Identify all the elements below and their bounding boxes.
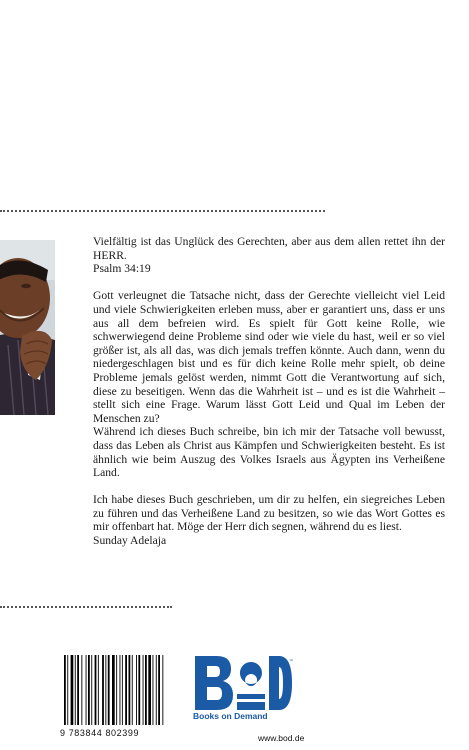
epigraph-reference: Psalm 34:19 bbox=[93, 262, 151, 276]
back-cover-text bbox=[93, 235, 445, 548]
paragraph-gap bbox=[93, 480, 445, 494]
bod-tagline: Books on Demand bbox=[193, 711, 268, 721]
dotted-rule-bottom bbox=[0, 606, 172, 608]
author-photo bbox=[0, 240, 55, 415]
barcode-graphic bbox=[63, 655, 175, 725]
isbn-number: 9 783844 802399 bbox=[60, 728, 140, 738]
svg-text:™: ™ bbox=[289, 658, 293, 663]
paragraph-gap bbox=[93, 276, 445, 290]
publisher-url: www.bod.de bbox=[258, 733, 305, 743]
bod-logo bbox=[193, 654, 293, 712]
body-paragraph-1: Gott verleugnet die Tatsache nicht, dass der Gerechte vielleicht viel Leid und viele Schwierigkeiten erleben muss, aber er garantiert uns, dass er uns aus all dem befreien wird. Es spielt für Gott keine Rolle, wie schwerwiegend deine Probleme sind oder wie viele du hast, weil er so viel größer ist, als all das, was dich jemals treffen könnte. Auch dann, wenn du niedergeschlagen bist und es für dich keine Rolle mehr spielt, ob deine Probleme jemals gelöst werden, nimmt Gott die Verantwortung auf sich, diese zu beseitigen. Wenn das die Wahrheit ist – und es ist die Wahrheit – stellt sich eine Frage. Warum lässt Gott Leid und Qual im Leben der Menschen zu? bbox=[93, 289, 445, 425]
dotted-rule-top bbox=[0, 210, 325, 212]
epigraph-verse: Vielfältig ist das Unglück des Gerechten, aber aus dem allen rettet ihn der HERR. bbox=[93, 235, 445, 262]
author-signature: Sunday Adelaja bbox=[93, 534, 167, 548]
body-paragraph-3: Ich habe dieses Buch geschrieben, um dir zu helfen, ein siegreiches Leben zu führen und das Verheißene Land zu besitzen, so wie das Wort Gottes es mir offenbart hat. Möge der Herr dich segnen, während du es liest. bbox=[93, 493, 445, 534]
body-paragraph-2: Während ich dieses Buch schreibe, bin ich mir der Tatsache voll bewusst, dass das Leben als Christ aus Kämpfen und Schwierigkeiten besteht. Es ist ähnlich wie beim Auszug des Volkes Israels aus Ägypten ins Verheißene Land. bbox=[93, 425, 445, 480]
